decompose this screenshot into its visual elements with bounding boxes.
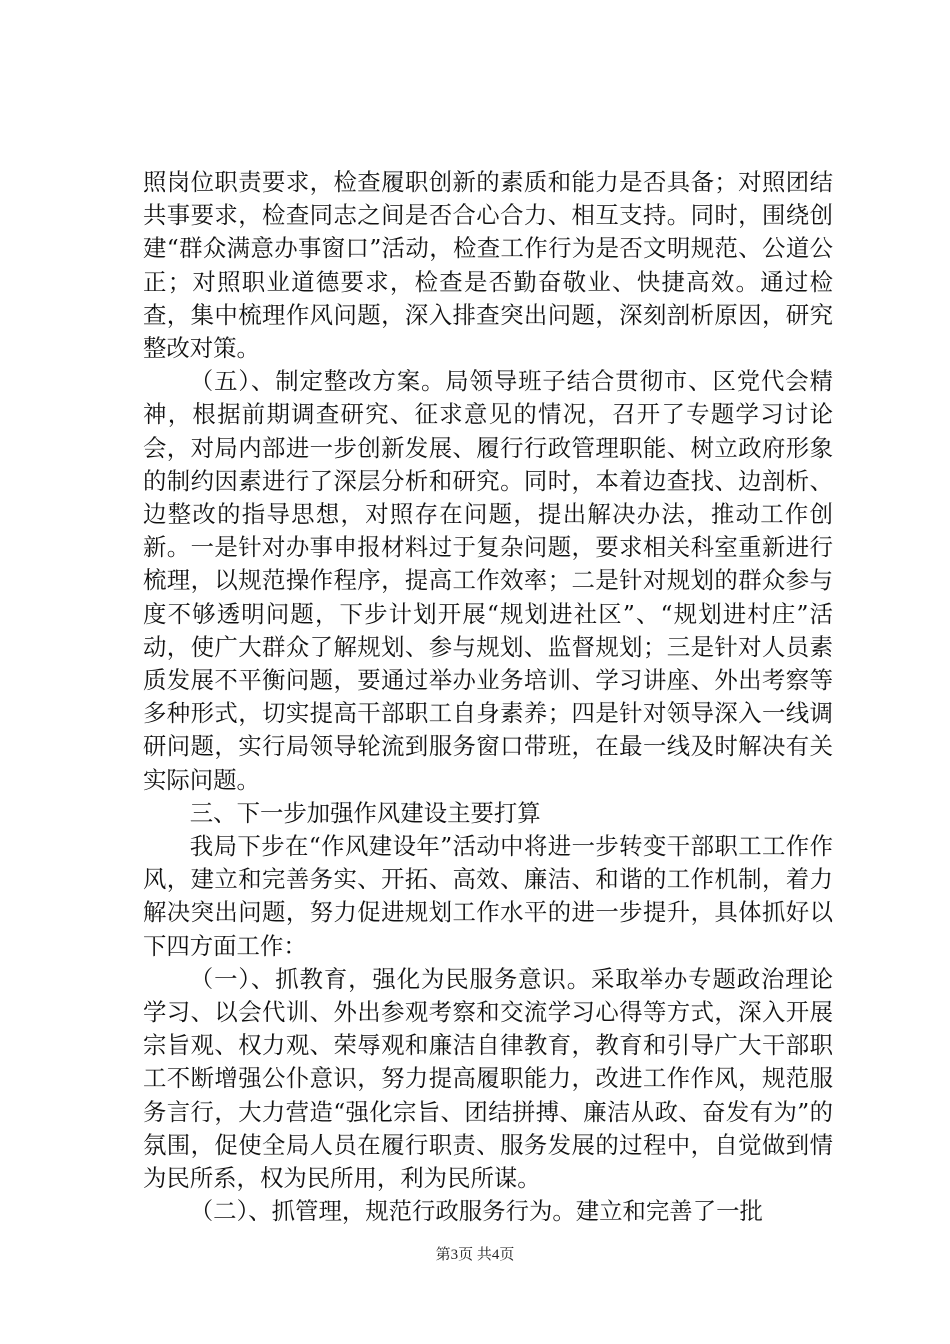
paragraph-item-two: （二）、抓管理，规范行政服务行为。建立和完善了一批: [189, 1197, 763, 1226]
paragraph-section-five: （五）、制定整改方案。局领导班子结合贯彻市、区党代会精神，根据前期调查研究、征求意见的情况，召开了专题学习讨论会，对局内部进一步创新发展、履行行政管理职能、树立政府形象的制约因素进行了深层分析和研究。同时，本着边查找、边剖析、边整改的指导思想，对照存在问题，提出解决办法，推动工作创新。一是针对办事申报材料过于复杂问题，要求相关科室重新进行梳理，以规范操作程序，提高工作效率；二是针对规划的群众参与度不够透明问题，下步计划开展“规划进社区”、“规划进村庄”活动，使广大群众了解规划、参与规划、监督规划；三是针对人员素质发展不平衡问题，要通过举办业务培训、学习讲座、外出考察等多种形式，切实提高干部职工自身素养；四是针对领导深入一线调研问题，实行局领导轮流到服务窗口带班，在最一线及时解决有关实际问题。: [143, 367, 833, 794]
paragraph-item-one: （一）、抓教育，强化为民服务意识。采取举办专题政治理论学习、以会代训、外出参观考察和交流学习心得等方式，深入开展宗旨观、权力观、荣辱观和廉洁自律教育，教育和引导广大干部职工不断增强公仆意识，努力提高履职能力，改进工作作风，规范服务言行，大力营造“强化宗旨、团结拼搏、廉洁从政、奋发有为”的氛围，促使全局人员在履行职责、服务发展的过程中，自觉做到情为民所系，权为民所用，利为民所谋。: [143, 964, 833, 1193]
document-body: [143, 166, 833, 1229]
page-number-footer: 第3页 共4页: [435, 1247, 515, 1263]
section-heading-three: 三、下一步加强作风建设主要打算: [189, 798, 541, 827]
paragraph-intro-plan: 我局下步在“作风建设年”活动中将进一步转变干部职工工作作风，建立和完善务实、开拓、高效、廉洁、和谐的工作机制，着力解决突出问题，努力促进规划工作水平的进一步提升，具体抓好以下四方面工作：: [143, 832, 833, 960]
paragraph-continuation: 照岗位职责要求，检查履职创新的素质和能力是否具备；对照团结共事要求，检查同志之间是否合心合力、相互支持。同时，围绕创建“群众满意办事窗口”活动，检查工作行为是否文明规范、公道公正；对照职业道德要求，检查是否勤奋敬业、快捷高效。通过检查，集中梳理作风问题，深入排查突出问题，深刻剖析原因，研究整改对策。: [143, 168, 833, 363]
